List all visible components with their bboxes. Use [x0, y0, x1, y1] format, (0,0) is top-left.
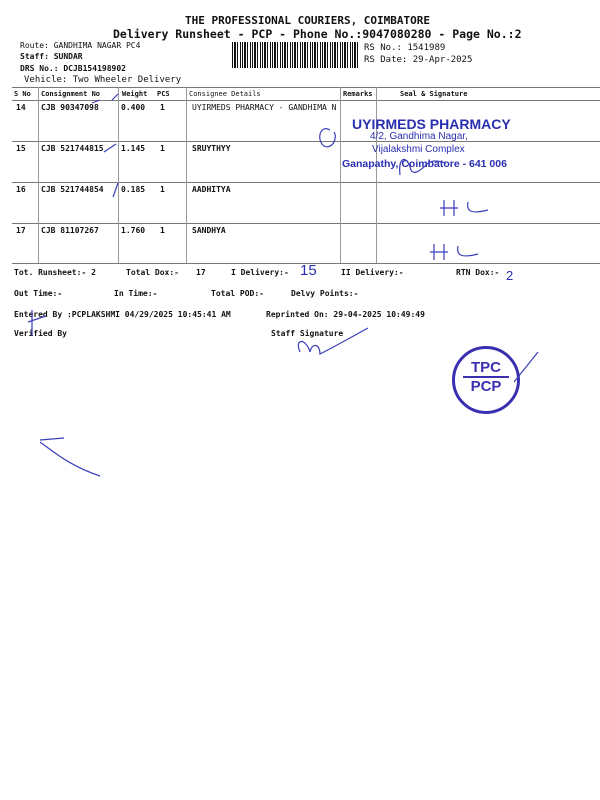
entered-by: Entered By :PCPLAKSHMI 04/29/2025 10:45:41 AM	[14, 310, 231, 319]
row-sno: 16	[16, 185, 26, 194]
ii-delivery-label: II Delivery:-	[341, 268, 404, 277]
total-dox-value: 17	[196, 268, 206, 277]
rs-number: RS No.: 1541989	[364, 43, 446, 53]
verified-by: Verified By	[14, 329, 67, 338]
row-sno: 14	[16, 103, 26, 112]
i-delivery-handwritten: 15	[300, 262, 317, 279]
stamp-line2: Vijalakshmi Complex	[372, 144, 465, 155]
row-weight: 0.185	[121, 185, 146, 194]
rs-date: RS Date: 29-Apr-2025	[364, 55, 473, 65]
row-pcs: 1	[160, 226, 165, 235]
row-weight: 0.400	[121, 103, 146, 112]
staff: Staff: SUNDAR	[20, 52, 83, 61]
row-consignee: AADHITYA	[192, 185, 231, 194]
row-consignment: CJB 90347098	[41, 103, 99, 112]
rtn-dox-handwritten: 2	[506, 268, 514, 283]
row-weight: 1.760	[121, 226, 146, 235]
i-delivery-label: I Delivery:-	[231, 268, 289, 277]
delvy-points: Delvy Points:-	[291, 289, 359, 298]
row-pcs: 1	[160, 103, 165, 112]
col-pcs: PCS	[157, 90, 170, 98]
row-pcs: 1	[160, 185, 165, 194]
col-seal: Seal & Signature	[400, 90, 468, 98]
row-consignee: UYIRMEDS PHARMACY - GANDHIMA N	[192, 103, 337, 112]
stamp-name: UYIRMEDS PHARMACY	[352, 116, 511, 132]
total-dox-label: Total Dox:-	[126, 268, 179, 277]
col-sno: S No	[14, 90, 31, 98]
route: Route: GANDHIMA NAGAR PC4	[20, 41, 141, 50]
seal-top: TPC	[471, 359, 501, 376]
col-remarks: Remarks	[343, 90, 373, 98]
out-time: Out Time:-	[14, 289, 63, 298]
seal-bottom: PCP	[463, 376, 509, 395]
reprinted-on: Reprinted On: 29-04-2025 10:49:49	[266, 310, 425, 319]
col-consignment: Consignment No	[41, 90, 101, 98]
col-consignee: Consignee Details	[189, 90, 261, 98]
vehicle: Vehicle: Two Wheeler Delivery	[24, 75, 182, 85]
in-time: In Time:-	[114, 289, 158, 298]
row-consignment: CJB 521744854	[41, 185, 104, 194]
row-consignment: CJB 521744815	[41, 144, 104, 153]
row-consignee: SANDHYA	[192, 226, 226, 235]
row-pcs: 1	[160, 144, 165, 153]
row-consignment: CJB 81107267	[41, 226, 99, 235]
row-sno: 15	[16, 144, 26, 153]
stamp-line1: 4/2, Gandhima Nagar,	[370, 131, 468, 142]
staff-signature-label: Staff Signature	[271, 329, 344, 338]
row-sno: 17	[16, 226, 26, 235]
rtn-dox-label: RTN Dox:-	[456, 268, 500, 277]
drs-number: DRS No.: DCJB154198902	[20, 64, 126, 73]
row-weight: 1.145	[121, 144, 146, 153]
stamp-line3: Ganapathy, Coimbatore - 641 006	[342, 158, 507, 170]
tot-runsheet: Tot. Runsheet:- 2	[14, 268, 96, 277]
runsheet-subtitle: Delivery Runsheet - PCP - Phone No.:9047080280 - Page No.:2	[113, 27, 522, 41]
total-pod: Total POD:-	[211, 289, 264, 298]
col-weight: Weight	[122, 90, 148, 98]
row-consignee: SRUYTHYY	[192, 144, 231, 153]
company-title: THE PROFESSIONAL COURIERS, COIMBATORE	[185, 14, 431, 27]
